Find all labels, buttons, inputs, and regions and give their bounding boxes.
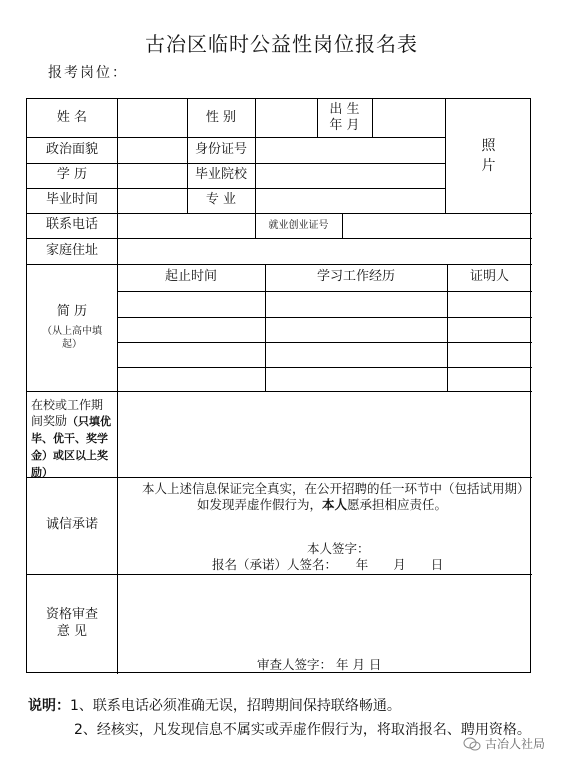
integrity-text-line1: 本人上述信息保证完全真实，在公开招聘的任一环节中（包括试用期） [142, 481, 530, 496]
form-title: 古冶区临时公益性岗位报名表 [145, 32, 418, 56]
address-label: 家庭住址 [45, 242, 98, 258]
birth-field[interactable] [372, 99, 445, 137]
birth-label: 出 生 年 月 [329, 102, 360, 133]
id-number-field[interactable] [255, 137, 445, 163]
resume-row[interactable] [117, 291, 265, 317]
watermark-text: 古冶人社局 [484, 737, 545, 751]
gender-label: 性 别 [205, 109, 237, 125]
integrity-text-line2: 如发现弄虚作假行为，本人愿承担相应责任。 [197, 497, 448, 512]
resume-row[interactable] [117, 342, 265, 367]
resume-row[interactable] [117, 317, 265, 342]
review-sign-label: 审查人签字： 年 月 日 [257, 657, 382, 672]
education-label: 学 历 [56, 167, 88, 183]
gender-field[interactable] [255, 99, 317, 137]
integrity-date-line: 报名（承诺）人签名： 年 月 日 [212, 557, 444, 572]
grad-time-field[interactable] [117, 188, 187, 213]
resume-label: 简 历 （从上高中填起） [42, 304, 102, 350]
notes-label: 说明： [28, 698, 70, 714]
awards-label: 在校或工作期间奖励（只填优毕、优干、奖学金）或区以上奖励） [31, 398, 112, 479]
grad-time-label: 毕业时间 [45, 192, 98, 208]
awards-field[interactable] [117, 391, 532, 477]
notes-item-2: 2、经核实，凡发现信息不属实或弄虚作假行为，将取消报名、聘用资格。 [74, 722, 531, 738]
major-label: 专 业 [205, 192, 237, 208]
name-field[interactable] [117, 99, 187, 137]
resume-col-time: 起止时间 [164, 269, 217, 285]
watermark [463, 735, 545, 752]
integrity-sign-label: 本人签字： [307, 541, 370, 556]
integrity-label: 诚信承诺 [45, 517, 98, 533]
employment-cert-label: 就业创业证号 [268, 220, 329, 231]
integrity-text-area [117, 477, 532, 574]
resume-row[interactable] [117, 367, 265, 391]
review-field[interactable] [117, 574, 532, 674]
politics-field[interactable] [117, 137, 187, 163]
resume-col-experience: 学习工作经历 [316, 269, 395, 285]
post-label: 报考岗位： [48, 65, 128, 81]
wechat-icon [463, 737, 481, 751]
phone-label: 联系电话 [45, 217, 98, 233]
id-number-label: 身份证号 [194, 141, 247, 157]
registration-form [26, 98, 531, 673]
employment-cert-field[interactable] [342, 213, 532, 238]
politics-label: 政治面貌 [45, 141, 98, 157]
education-field[interactable] [117, 163, 187, 188]
review-label: 资格审查 意 见 [45, 607, 98, 639]
school-label: 毕业院校 [194, 167, 247, 183]
name-label: 姓 名 [56, 109, 88, 125]
address-field[interactable] [117, 238, 532, 264]
resume-col-witness: 证明人 [469, 269, 509, 285]
notes-item-1: 1、联系电话必须准确无误，招聘期间保持联络畅通。 [70, 698, 401, 714]
photo-area[interactable]: 照 片 [481, 138, 496, 174]
major-field[interactable] [255, 188, 445, 213]
school-field[interactable] [255, 163, 445, 188]
phone-field[interactable] [117, 213, 255, 238]
